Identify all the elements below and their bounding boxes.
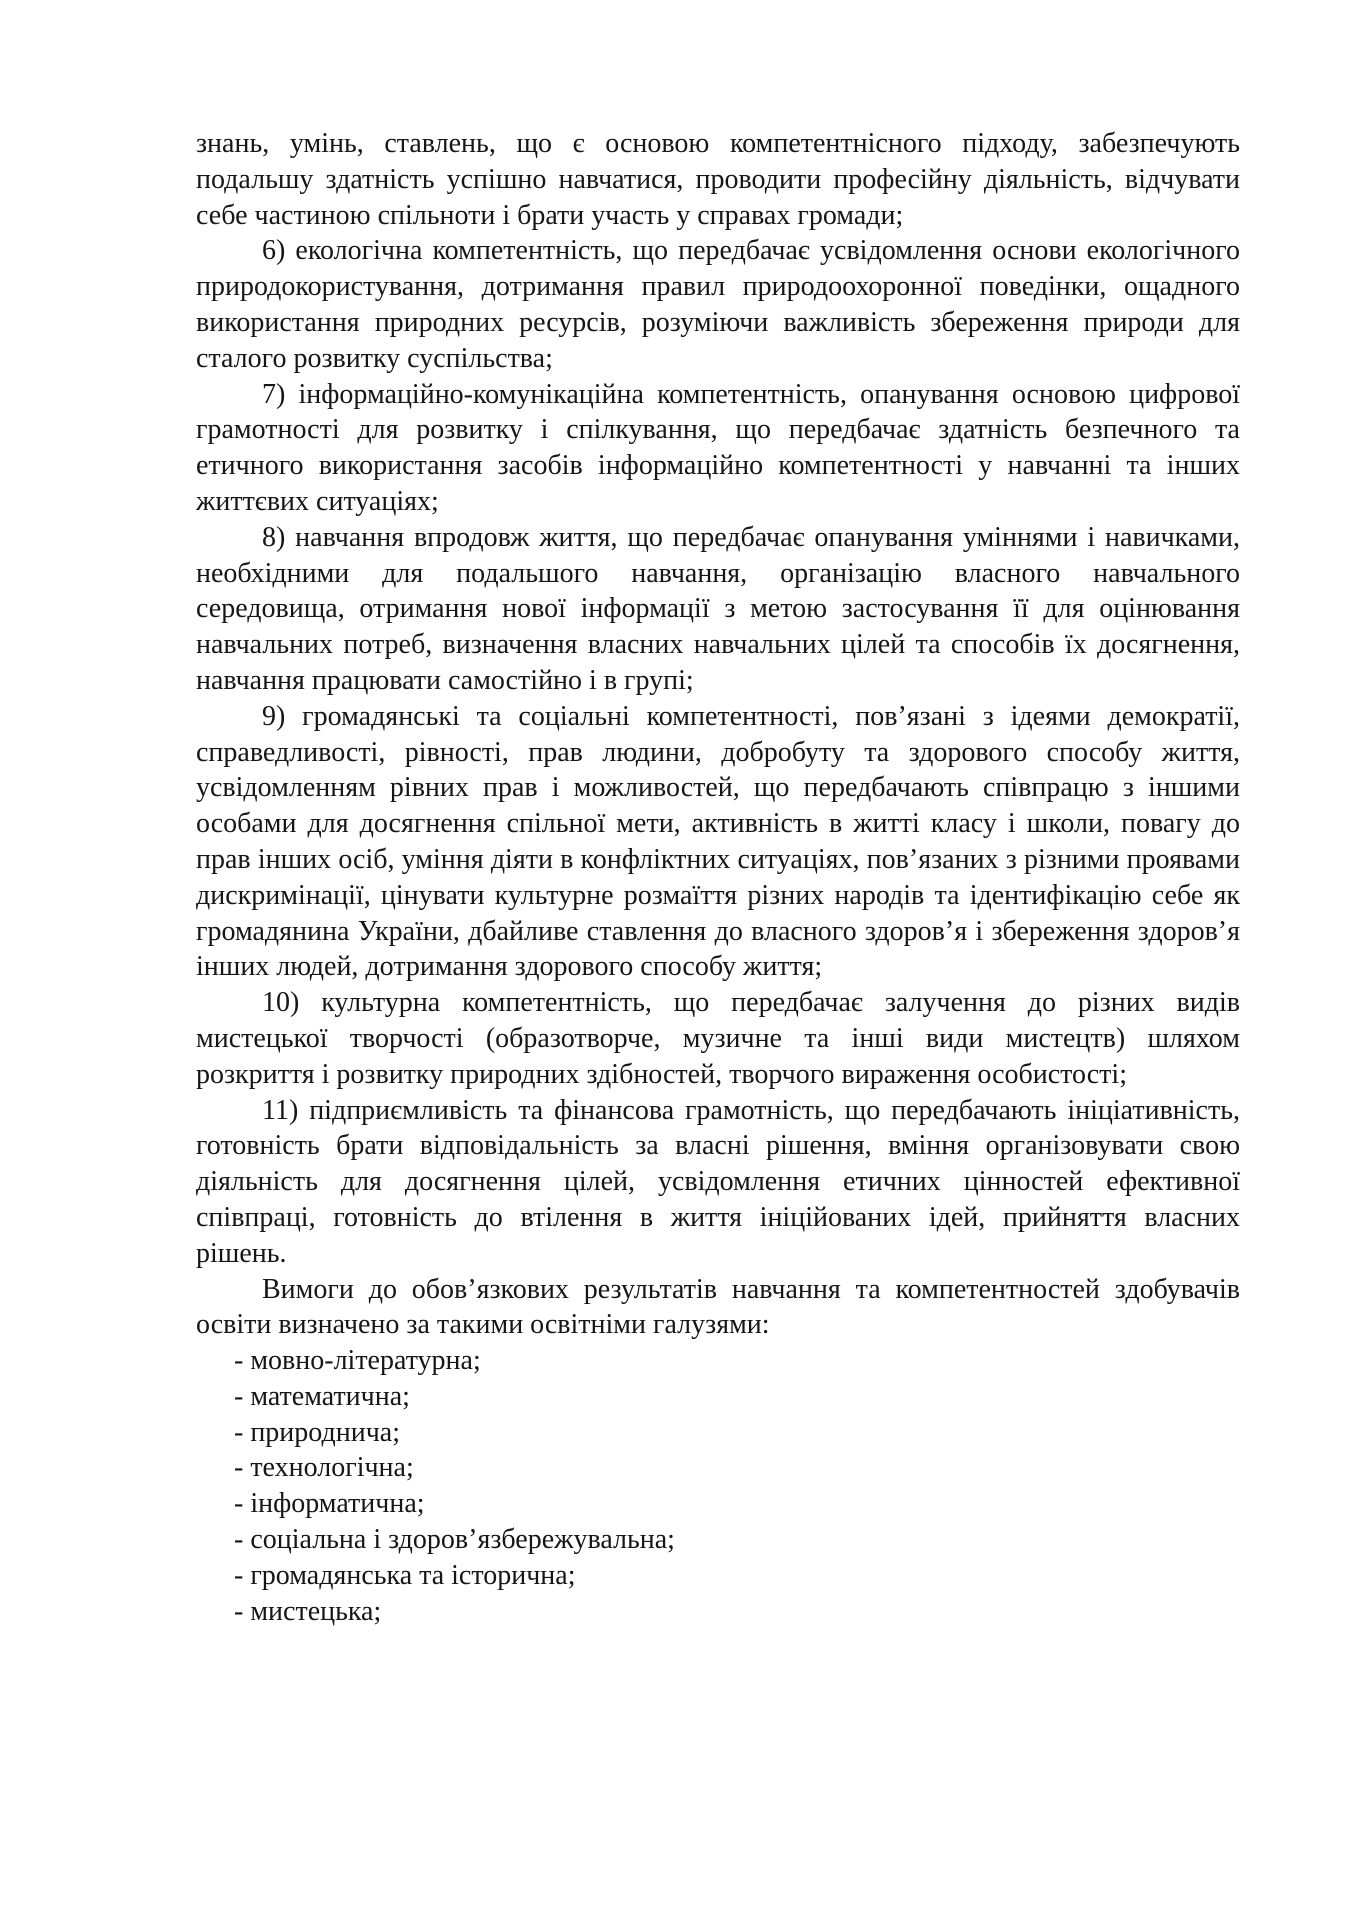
list-item: - мовно-літературна;: [234, 1345, 481, 1377]
paragraph-continuation: знань, умінь, ставлень, що є основою компетентнісного підходу, забезпечують подальшу здатність успішно навчатися, проводити професійну діяльність, відчувати себе частиною спільноти і брати участь у справах громади;: [196, 128, 1240, 231]
paragraph-requirements-intro: Вимоги до обов’язкових результатів навчання та компетентностей здобувачів освіти визначено за такими освітніми галузями:: [196, 1273, 1240, 1341]
list-item: - технологічна;: [234, 1452, 414, 1484]
list-item: - природнича;: [234, 1416, 400, 1448]
list-item: - інформатична;: [234, 1488, 425, 1520]
list-item: - громадянська та історична;: [234, 1559, 576, 1591]
paragraph-civic-social-competence: 9) громадянські та соціальні компетентності, пов’язані з ідеями демократії, справедливості, рівності, прав людини, добробуту та здорового способу життя, усвідомленням рівних прав і можливостей, що передбачають співпрацю з іншими особами для досягнення спільної мети, активність в житті класу і школи, повагу до прав інших осіб, уміння діяти в конфліктних ситуаціях, пов’язаних з різними проявами дискримінації, цінувати культурне розмаїття різних народів та ідентифікацію себе як громадянина України, дбайливе ставлення до власного здоров’я і збереження здоров’я інших людей, дотримання здорового способу життя;: [196, 700, 1240, 983]
list-item: - соціальна і здоров’язбережувальна;: [234, 1524, 675, 1556]
paragraph-ict-competence: 7) інформаційно-комунікаційна компетентність, опанування основою цифрової грамотності для розвитку і спілкування, що передбачає здатність безпечного та етичного використання засобів інформаційно компетентності у навчанні та інших життєвих ситуаціях;: [196, 378, 1240, 517]
paragraph-ecological-competence: 6) екологічна компетентність, що передбачає усвідомлення основи екологічного природокористування, дотримання правил природоохоронної поведінки, ощадного використання природних ресурсів, розуміючи важливість збереження природи для сталого розвитку суспільства;: [196, 235, 1240, 374]
paragraph-entrepreneurship: 11) підприємливість та фінансова грамотність, що передбачають ініціативність, готовність брати відповідальність за власні рішення, вміння організовувати свою діяльність для досягнення цілей, усвідомлення етичних цінностей ефективної співпраці, готовність до втілення в життя ініційованих ідей, прийняття власних рішень.: [196, 1094, 1240, 1269]
list-item: - мистецька;: [234, 1595, 382, 1627]
list-item: - математична;: [234, 1380, 410, 1412]
paragraph-cultural-competence: 10) культурна компетентність, що передбачає залучення до різних видів мистецької творчості (образотворче, музичне та інші види мистецтв) шляхом розкриття і розвитку природних здібностей, творчого вираження особистості;: [196, 987, 1240, 1090]
educational-fields-list: [196, 1343, 1240, 1629]
paragraph-lifelong-learning: 8) навчання впродовж життя, що передбачає опанування уміннями і навичками, необхідними для подальшого навчання, організацію власного навчального середовища, отримання нової інформації з метою застосування її для оцінювання навчальних потреб, визначення власних навчальних цілей та способів їх досягнення, навчання працювати самостійно і в групі;: [196, 521, 1240, 696]
document-page: [196, 126, 1240, 1629]
